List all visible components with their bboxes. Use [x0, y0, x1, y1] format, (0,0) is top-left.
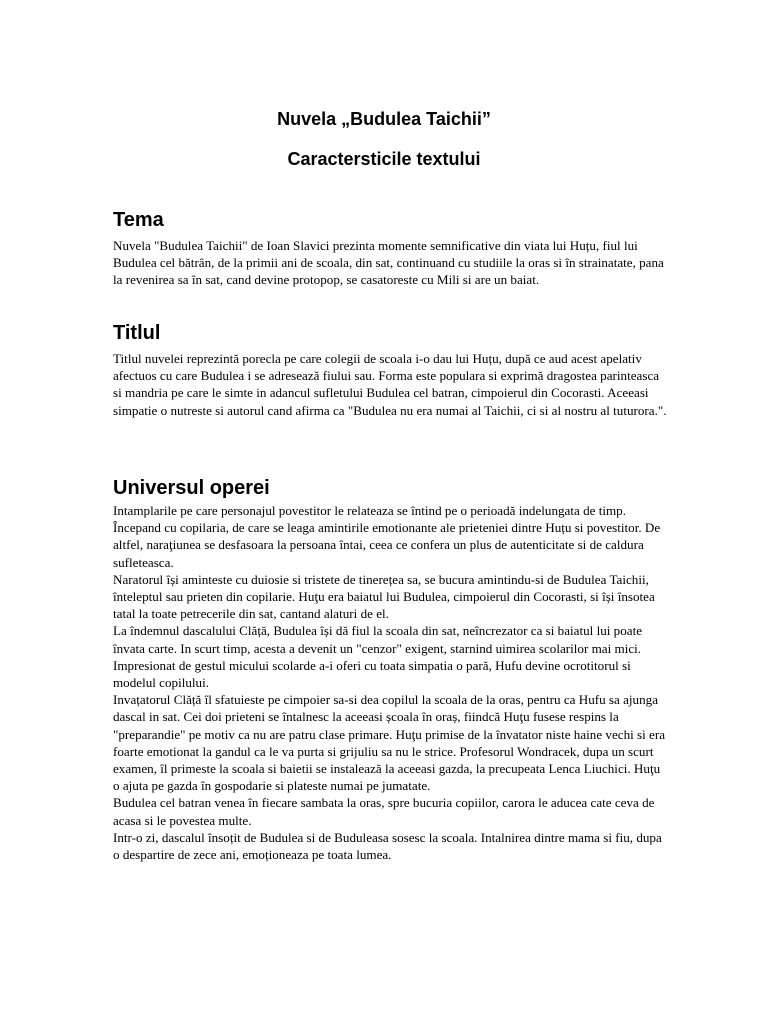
paragraph: Titlul nuvelei reprezintă porecla pe care colegii de scoala i-o dau lui Huțu, după ce aud acest apelativ afectuos cu care Budulea i se adresează fiului sau. Forma este populara si exprimă dragostea parinteasca si mandria pe care le simte in adancul sufletului Budulea cel batran, cimpoierul din Cocorasti. Aceeasi simpatie o nutreste si autorul cand afirma ca "Budulea nu era numai al Taichii, ci si al nostru al tuturora.". [113, 351, 667, 418]
section-heading-tema: Tema [113, 209, 164, 231]
paragraph: Intamplarile pe care personajul povestitor le relateaza se întind pe o perioadă indelungata de timp. Începand cu copilaria, de care se leaga amintirile emotionante ale prieteniei dintre Huțu si povestitor. De altfel, naraţiunea se desfasoara la persoana întai, ceea ce confera un plus de autenticitate si de caldura sufleteasca. [113, 503, 661, 570]
section-heading-universul: Universul operei [113, 477, 270, 499]
paragraph: Invațatorul Clăță îl sfatuieste pe cimpoier sa-si dea copilul la scoala de la oras, pentru ca Hufu sa ajunga dascal in sat. Cei doi prieteni se întalnesc la aceeasi școala în oraș, fiindcă Huţu fusese respins la "preparandie" pe motiv ca nu are patru clase primare. Huţu primise de la învatator niste haine vechi si era foarte emotionat la gandul ca le va purta si grijuliu sa nu le strice. Profesorul Wondracek, dupa un scurt examen, îl primeste la scoala si baietii se instalează la aceeasi gazda, la precupeata Lenca Liuchici. Huţu o ajuta pe gazda în gospodarie si plateste numai pe jumatate. [113, 692, 666, 794]
section-body-titlul [113, 350, 669, 419]
paragraph: Intr-o zi, dascalul însoțit de Budulea si de Buduleasa sosesc la scoala. Intalnirea dintre mama si fiu, dupa o despartire de zece ani, emoționeaza pe toata lumea. [113, 829, 662, 863]
section-body-tema [113, 237, 669, 289]
paragraph: Nuvela "Budulea Taichii" de Ioan Slavici prezinta momente semnificative din viata lui Huțu, fiul lui Budulea cel bătrân, de la primii ani de scoala, din sat, continuand cu studiile la oras si în strainatate, pana la revenirea sa în sat, cand devine protopop, se casatoreste cu Mili si are un baiat. [113, 238, 664, 288]
section-body-universul [113, 502, 669, 863]
paragraph: La îndemnul dascalului Clăță, Budulea își dă fiul la scoala din sat, neîncrezator ca si baiatul lui poate învata carte. In scurt timp, acesta a devenit un "cenzor" exigent, starnind uimirea scolarilor mai mici. Impresionat de gestul micului scolarde a-i oferi cu toata simpatia o pară, Hufu devine ocrotitorul si modelul copilului. [113, 623, 643, 691]
document-subtitle: Caractersticile textului [287, 149, 481, 169]
section-heading-titlul: Titlul [113, 322, 161, 344]
paragraph: Budulea cel batran venea în fiecare sambata la oras, spre bucuria copiilor, carora le aducea cate ceva de acasa si le povestea multe. [113, 795, 655, 828]
paragraph: Naratorul își aminteste cu duiosie si tristete de tinerețea sa, se bucura amintindu-si de Budulea Taichii, înteleptul sau prieten din copilarie. Huţu era baiatul lui Budulea, cimpoierul din Cocorasti, si își însotea tatal la toate petrecerile din sat, cantand alaturi de el. [113, 571, 655, 622]
document-title: Nuvela „Budulea Taichii” [277, 109, 491, 129]
